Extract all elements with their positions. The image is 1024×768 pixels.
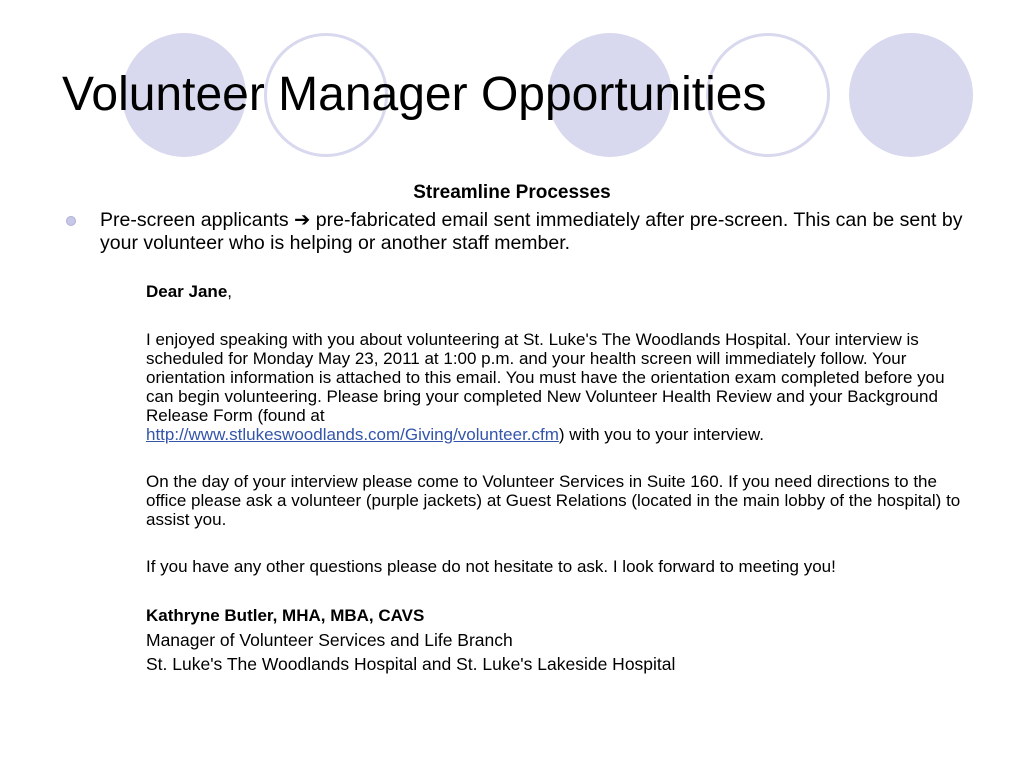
greeting-punct: , (227, 282, 233, 301)
signature-name: Kathryne Butler, MHA, MBA, CAVS (146, 606, 425, 625)
email-template (146, 282, 976, 676)
greeting-name: Dear Jane (146, 282, 228, 301)
volunteer-link[interactable]: http://www.stlukeswoodlands.com/Giving/volunteer.cfm (146, 425, 559, 444)
email-paragraph: On the day of your interview please come to Volunteer Services in Suite 160. If you need directions to the office please ask a volunteer (purple jackets) at Guest Relations (located in the main lobby of the hospital) to assist you. (146, 472, 961, 529)
slide-subtitle: Streamline Processes (413, 182, 611, 203)
arrow-right-icon: ➔ (294, 209, 311, 231)
signature-org: St. Luke's The Woodlands Hospital and St. Luke's Lakeside Hospital (146, 654, 676, 674)
bullet-text (100, 209, 970, 255)
slide-title: Volunteer Manager Opportunities (62, 68, 767, 121)
email-paragraph (146, 330, 976, 444)
email-paragraph: If you have any other questions please do not hesitate to ask. I look forward to meeting you! (146, 557, 836, 576)
paragraph-tail: ) with you to your interview. (558, 425, 764, 444)
bullet-icon (66, 216, 76, 226)
paragraph-text: I enjoyed speaking with you about volunteering at St. Luke's The Woodlands Hospital. Your interview is scheduled for Monday May 23, 2011 at 1:00 p.m. and your health screen will immediately follow. Your orientation information is attached to this email. You must have the orientation exam completed before you can begin volunteering. Please bring your completed New Volunteer Health Review and your Background Release Form (found at (146, 330, 945, 425)
signature-title: Manager of Volunteer Services and Life Branch (146, 630, 513, 650)
bullet-prefix: Pre-screen applicants (100, 209, 289, 231)
decorative-circle (849, 33, 973, 157)
email-greeting (146, 282, 976, 301)
bullet-body: pre-fabricated email sent immediately after pre-screen. This can be sent by your volunteer who is helping or another staff member. (100, 209, 963, 254)
